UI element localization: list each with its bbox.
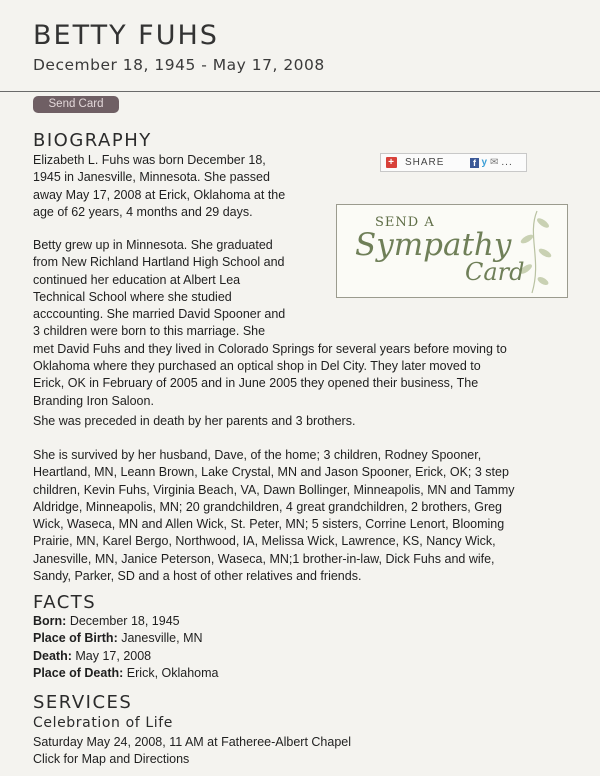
biography-paragraph-1 (33, 152, 333, 221)
text-line: Branding Iron Saloon. (33, 393, 154, 408)
facts-heading: FACTS (33, 592, 97, 613)
text-line: Technical School where she studied (33, 289, 232, 304)
fact-place-of-death (33, 665, 333, 682)
service-event-detail: Saturday May 24, 2008, 11 AM at Fatheree-Albert Chapel (33, 735, 352, 749)
text-line: children, Kevin Fuhs, Virginia Beach, VA, Dawn Bollinger, Minneapolis, MN and Tammy (33, 482, 515, 497)
sympathy-card-banner[interactable] (336, 204, 568, 298)
text-line: Sandy, Parker, SD and a host of other relatives and friends. (33, 569, 362, 584)
header-divider (0, 91, 600, 92)
text-line: She was preceded in death by her parents and 3 brothers. (33, 414, 356, 428)
facebook-icon[interactable]: f (470, 158, 479, 168)
text-line: Prairie, MN, Karel Bergo, Northwood, IA, Melissa Wick, Lawrence, KS, Nancy Wick, (33, 534, 496, 549)
biography-heading: BIOGRAPHY (33, 130, 152, 151)
deceased-name: BETTY FUHS (33, 20, 219, 51)
services-heading: SERVICES (33, 692, 133, 713)
life-dates: December 18, 1945 - May 17, 2008 (33, 56, 325, 74)
fact-value: May 17, 2008 (75, 648, 152, 663)
fact-label: Death: (33, 648, 72, 663)
text-line: 1945 in Janesville, Minnesota. She passed (33, 170, 270, 185)
fact-value: Erick, Oklahoma (126, 665, 219, 680)
text-line: Elizabeth L. Fuhs was born December 18, (33, 153, 266, 167)
fact-label: Place of Death: (33, 665, 124, 680)
text-line: met David Fuhs and they lived in Colorado Springs for several years before moving to (33, 341, 507, 356)
more-share-options[interactable]: ... (501, 157, 513, 168)
text-line: Heartland, MN, Leann Brown, Lake Crystal, MN and Jason Spooner, Erick, OK; 3 step (33, 465, 509, 480)
fact-value: Janesville, MN (121, 631, 203, 646)
text-line: continued her education at Albert Lea (33, 272, 241, 287)
fact-label: Place of Birth: (33, 631, 118, 646)
fact-place-of-birth (33, 630, 333, 647)
text-line: Wick, Waseca, MN and Allen Wick, St. Peter, MN; 5 sisters, Corrine Lenort, Blooming (33, 517, 505, 532)
fact-label: Born: (33, 614, 67, 628)
map-directions-link[interactable]: Click for Map and Directions (33, 752, 190, 767)
share-widget[interactable] (380, 153, 527, 172)
fact-value: December 18, 1945 (69, 614, 180, 628)
fact-born (33, 613, 333, 630)
text-line: Janesville, MN, Janice Peterson, Waseca, MN;1 brother-in-law, Dick Fuhs and wife, (33, 551, 495, 566)
share-icons (470, 157, 512, 168)
text-line: away May 17, 2008 at Erick, Oklahoma at the (33, 187, 286, 202)
text-line: Aldridge, Minneapolis, MN; 20 grandchildren, 4 great grandchildren, 2 brothers, Greg (33, 499, 503, 514)
text-line: acccounting. She married David Spooner and (33, 307, 286, 322)
text-line: 3 children were born to this marriage. She (33, 324, 266, 339)
service-event-title: Celebration of Life (33, 715, 173, 731)
plus-icon: + (386, 157, 397, 168)
text-line: Oklahoma where they purchased an optical shop in Del City. They later moved to (33, 359, 481, 374)
share-label: SHARE (405, 157, 445, 168)
card-send-a: SEND A (375, 215, 435, 230)
text-line: She is survived by her husband, Dave, of the home; 3 children, Rodney Spooner, (33, 448, 482, 462)
email-icon[interactable]: ✉ (490, 157, 500, 168)
twitter-icon[interactable]: y (481, 157, 489, 168)
card-card: Card (465, 258, 525, 286)
text-line: Betty grew up in Minnesota. She graduated (33, 238, 273, 252)
obituary-header (33, 20, 325, 74)
text-line: Erick, OK in February of 2005 and in June 2005 they opened their business, The (33, 376, 479, 391)
text-line: age of 62 years, 4 months and 29 days. (33, 204, 253, 219)
facts-list (33, 613, 333, 682)
fact-death (33, 648, 333, 665)
biography-paragraph-4 (33, 447, 583, 585)
biography-paragraph-3 (33, 413, 573, 430)
text-line: from New Richland Hartland High School and (33, 255, 285, 270)
card-sympathy: Sympathy (355, 227, 512, 263)
send-card-button[interactable]: Send Card (33, 96, 119, 113)
service-details (33, 734, 433, 769)
